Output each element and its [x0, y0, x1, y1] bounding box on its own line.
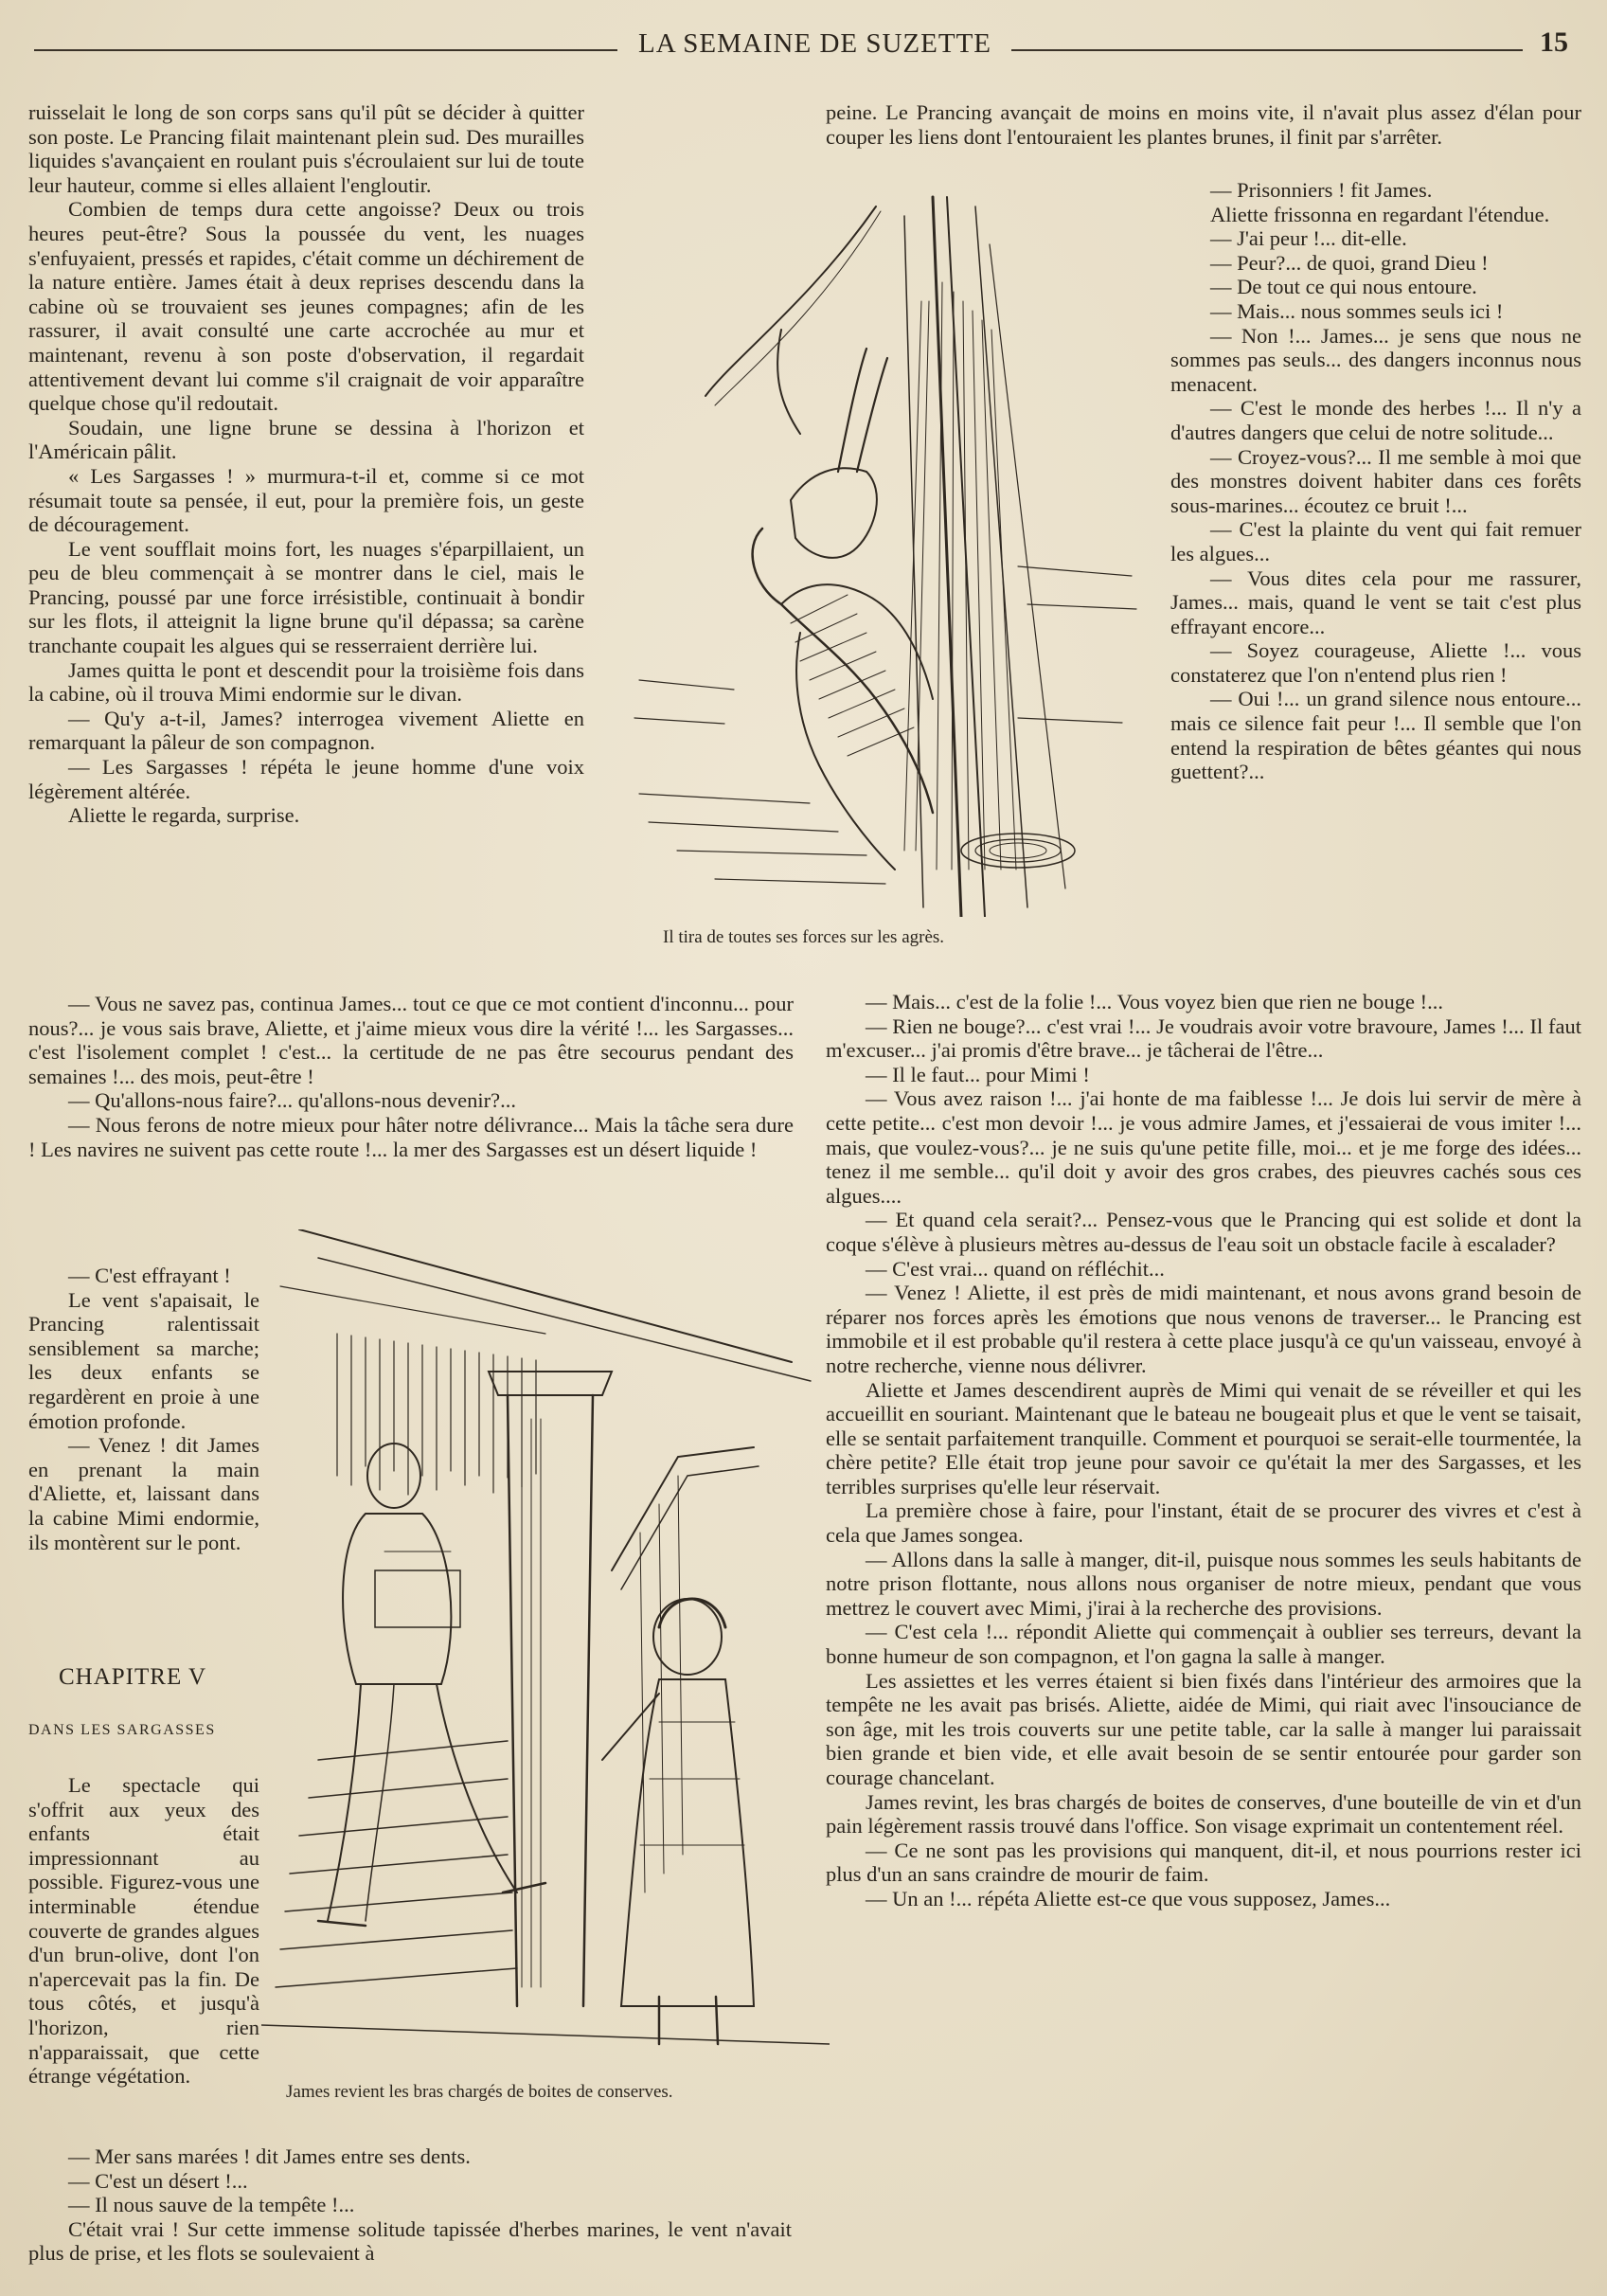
page-number: 15: [1540, 27, 1568, 58]
paragraph: « Les Sargasses ! » murmura-t-il et, comme si ce mot résumait toute sa pensée, il eut, pour la première fois, un geste de découragement.: [28, 463, 584, 537]
paragraph: — Non !... James... je sens que nous ne sommes pas seuls... des dangers inconnus nous menacent.: [1170, 323, 1581, 396]
paragraph: Aliette le regarda, surprise.: [68, 803, 300, 828]
paragraph: — Prisonniers ! fit James.: [1210, 178, 1433, 202]
paragraph: — Nous ferons de notre mieux pour hâter notre délivrance... Mais la tâche sera dure ! Les navires ne suivent pas cette route !... la mer des Sargasses est un désert liquide !: [28, 1112, 794, 1161]
paragraph: — Venez ! Aliette, il est près de midi maintenant, et nous avons grand besoin de réparer nos forces après les émotions que nous venons de traverser... le Prancing est immobile et il est probable qu'il restera à cette place jusqu'à ce qu'un vaisseau, envoyé à notre recherche, vienne nous délivrer.: [826, 1281, 1581, 1377]
paragraph: — Peur?... de quoi, grand Dieu !: [1210, 250, 1489, 275]
page-header: [27, 21, 1580, 74]
chapter-subtitle: DANS LES SARGASSES: [28, 1722, 216, 1738]
paragraph: — J'ai peur !... dit-elle.: [1210, 226, 1407, 251]
paragraph: — Croyez-vous?... Il me semble à moi que des monstres doivent habiter dans ces forêts sous-marines... écoutez ce bruit !...: [1170, 444, 1581, 517]
paragraph: James revint, les bras chargés de boites de conserves, d'une bouteille de vin et d'un pain légèrement rassis trouvé dans l'office. Son visage exprimait un contentement réel.: [826, 1789, 1581, 1839]
paragraph: Le vent soufflait moins fort, les nuages s'éparpillaient, un peu de bleu commençait à se montrer dans le ciel, mais le Prancing, poussé par une force irrésistible, continuait à bondir sur les flots, il atteignit la ligne brune qu'il dépassa; sa carène tranchante coupait les algues qui se resserraient derrière lui.: [28, 536, 584, 658]
paragraph: — Allons dans la salle à manger, dit-il, puisque nous sommes les seuls habitants de notre prison flottante, nous allons nous organiser de notre mieux, pendant que vous mettrez le couvert avec Mimi, j'irai à la recherche des provisions.: [826, 1547, 1581, 1620]
paragraph: — Les Sargasses ! répéta le jeune homme d'une voix légèrement altérée.: [28, 755, 584, 803]
paragraph: — Mer sans marées ! dit James entre ses dents.: [68, 2144, 471, 2168]
column-2-bottom: [826, 990, 1581, 1911]
illustration-james-aliette: [261, 1229, 830, 2072]
paragraph: — C'est vrai... quand on réfléchit...: [866, 1256, 1165, 1281]
header-rule-left: [34, 49, 617, 51]
paragraph: — Qu'y a-t-il, James? interrogea vivement Aliette en remarquant la pâleur de son compagnon.: [28, 706, 584, 755]
paragraph: peine. Le Prancing avançait de moins en moins vite, il n'avait plus assez d'élan pour couper les liens dont l'entouraient les plantes brunes, il finit par s'arrêter.: [826, 100, 1581, 149]
paragraph: — C'est le monde des herbes !... Il n'y a d'autres dangers que celui de notre solitude...: [1170, 396, 1581, 444]
column-1-narrow-b: [28, 1773, 259, 2089]
paragraph: — Qu'allons-nous faire?... qu'allons-nous devenir?...: [68, 1088, 516, 1113]
paragraph: Le spectacle qui s'offrit aux yeux des enfants était impressionnant au possible. Figurez-vous une interminable étendue couverte de grandes algues d'un brun-olive, dont l'on n'apercevait pas la fin. De tous côtés, et jusqu'à l'horizon, rien n'apparaissait, que cette étrange végétation.: [28, 1773, 259, 2089]
paragraph: — Vous avez raison !... j'ai honte de ma faiblesse !... Je dois lui servir de mère à cette petite... c'est mon devoir !... je vous admire James, et j'essaierai de vous imiter !... mais, que voulez-vous?... je ne suis qu'une petite fille, moi... et je me forge des idées... tenez il me semble... qu'il doit y avoir des gros crabes, des pieuvres cachés sous ces algues....: [826, 1086, 1581, 1208]
column-2-narrow: [1170, 178, 1581, 784]
publication-title: LA SEMAINE DE SUZETTE: [638, 28, 991, 59]
column-1-top: [28, 100, 584, 828]
paragraph: — De tout ce qui nous entoure.: [1210, 275, 1477, 299]
paragraph: — Venez ! dit James en prenant la main d'Aliette, et, laissant dans la cabine Mimi endormie, ils montèrent sur le pont.: [28, 1433, 259, 1554]
paragraph: — Oui !... un grand silence nous entoure... mais ce silence fait peur !... Il semble que l'on entend la respiration de bêtes géantes qui nous guettent?...: [1170, 687, 1581, 784]
paragraph: Combien de temps dura cette angoisse? Deux ou trois heures peut-être? Sous la poussée du vent, les nuages s'enfuyaient, pressés et rapides, c'était comme un déchirement de la nature entière. James était à deux reprises descendu dans la cabine où se trouvaient ses jeunes compagnes; afin de les rassurer, il avait consulté une carte accrochée au mur et maintenant, revenu à son poste d'observation, il regardait attentivement devant lui comme s'il craignait de voir apparaître quelque chose qu'il redoutait.: [28, 197, 584, 416]
paragraph: — Soyez courageuse, Aliette !... vous constaterez que l'on n'entend plus rien !: [1170, 638, 1581, 687]
paragraph: — Vous ne savez pas, continua James... tout ce que ce mot contient d'inconnu... pour nous?... je vous sais brave, Aliette, et j'aime mieux vous dire la vérité !... les Sargasses... c'est l'isolement complet ! c'est... la certitude de ne pas être secourus pendant des semaines !... des mois, peut-être !: [28, 992, 794, 1088]
paragraph: La première chose à faire, pour l'instant, était de se procurer des vivres et c'est à cela que James songea.: [826, 1498, 1581, 1548]
paragraph: — Ce ne sont pas les provisions qui manquent, dit-il, et nous pourrions rester ici plus d'un an sans craindre de mourir de faim.: [826, 1838, 1581, 1887]
column-1-wide: [28, 992, 794, 1161]
paragraph: — Mais... c'est de la folie !... Vous voyez bien que rien ne bouge !...: [866, 990, 1443, 1013]
paragraph: C'était vrai ! Sur cette immense solitude tapissée d'herbes marines, le vent n'avait plus de prise, et les flots se soulevaient à: [28, 2216, 792, 2266]
column-1-narrow-a: [28, 1264, 259, 1554]
paragraph: ruisselait le long de son corps sans qu'il pût se décider à quitter son poste. Le Prancing filait maintenant plein sud. Des murailles liquides s'avançaient en roulant puis s'écroulaient sur lui de toute leur hauteur, comme si elles allaient l'engloutir.: [28, 100, 584, 197]
paragraph: — C'est un désert !...: [68, 2168, 248, 2193]
chapter-title: CHAPITRE V: [59, 1664, 207, 1690]
column-2-top: [826, 100, 1581, 149]
paragraph: Le vent s'apaisait, le Prancing ralentissait sensiblement sa marche; les deux enfants se regardèrent en proie à une émotion profonde.: [28, 1287, 259, 1433]
header-rule-right: [1011, 49, 1523, 51]
paragraph: — Rien ne bouge?... c'est vrai !... Je voudrais avoir votre bravoure, James !... Il faut m'excuser... j'ai promis d'être brave... je tâcherai de l'être...: [826, 1013, 1581, 1063]
paragraph: — C'est cela !... répondit Aliette qui commençait à oublier ses terreurs, devant la bonne humeur de son compagnon, et l'on gagna la salle à manger.: [826, 1620, 1581, 1669]
paragraph: — C'est effrayant !: [68, 1264, 231, 1287]
paragraph: Les assiettes et les verres étaient si bien fixés dans l'intérieur des armoires que la tempête ne les avait pas brisés. Aliette, aidée de Mimi, qui riait avec l'insouciance de son âge, mit les trois couverts sur une petite table, car la salle à manger lui paraissait bien grande et bien vide, et elle avait besoin de se sentir entourée pour garder son courage chancelant.: [826, 1668, 1581, 1789]
paragraph: Aliette frissonna en regardant l'étendue.: [1210, 202, 1550, 226]
column-1-bottom: [28, 2144, 792, 2266]
paragraph: — C'est la plainte du vent qui fait remuer les algues...: [1170, 517, 1581, 565]
paragraph: — Il nous sauve de la tempête !...: [68, 2193, 355, 2217]
illustration-rigging: [620, 188, 1151, 917]
paragraph: Aliette et James descendirent auprès de Mimi qui venait de se réveiller et qui les accueillit en souriant. Maintenant que le bateau ne bougeait plus et que le vent se taisait, elle se sentait parfaitement tranquille. Comment et pourquoi se serait-elle tourmentée, la chère petite? Elle était trop jeune pour savoir ce qu'était la mer des Sargasses, et les terribles surprises qu'elle leur réservait.: [826, 1377, 1581, 1498]
paragraph: Soudain, une ligne brune se dessina à l'horizon et l'Américain pâlit.: [28, 415, 584, 464]
paragraph: — Un an !... répéta Aliette est-ce que vous supposez, James...: [866, 1886, 1391, 1910]
paragraph: — Et quand cela serait?... Pensez-vous que le Prancing qui est solide et dont la coque s'élève à plusieurs mètres au-dessus de l'eau soit un obstacle facile à escalader?: [826, 1208, 1581, 1256]
paragraph: — Il le faut... pour Mimi !: [866, 1062, 1090, 1086]
paragraph: — Vous dites cela pour me rassurer, James... mais, quand le vent se tait c'est plus effrayant encore...: [1170, 565, 1581, 638]
figure-caption-2: James revient les bras chargés de boites de conserves.: [286, 2082, 673, 2102]
figure-caption-1: Il tira de toutes ses forces sur les agrès.: [663, 927, 945, 947]
paragraph: — Mais... nous sommes seuls ici !: [1210, 298, 1504, 323]
paragraph: James quitta le pont et descendit pour la troisième fois dans la cabine, où il trouva Mimi endormie sur le divan.: [28, 657, 584, 707]
